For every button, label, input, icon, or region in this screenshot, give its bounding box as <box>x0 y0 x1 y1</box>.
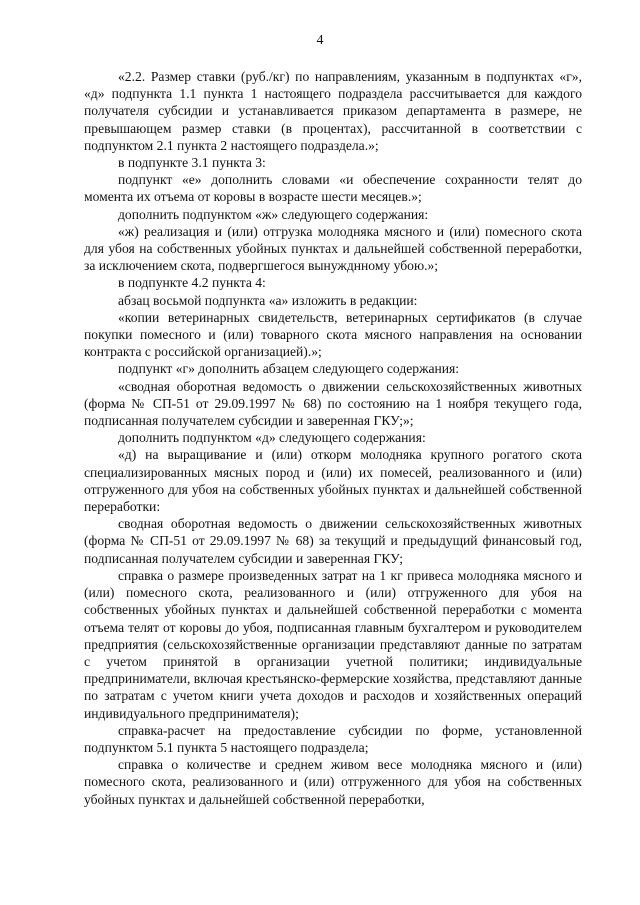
paragraph: подпункт «е» дополнить словами «и обеспечение сохранности телят до момента их отъема от коровы в возрасте шести месяцев.»; <box>84 172 582 205</box>
paragraph: «д) на выращивание и (или) откорм молодняка крупного рогатого скота специализированных мясных пород и (или) их помесей, реализованного и (или) отгруженного для убоя на собственных убойных пунктах и дальнейшей собственной переработки: <box>84 447 582 515</box>
paragraph: сводная оборотная ведомость о движении сельскохозяйственных животных (форма № СП-51 от 29.09.1997 № 68) за текущий и предыдущий финансовый год, подписанная получателем субсидии и заверенная ГКУ; <box>84 516 582 566</box>
page-number: 4 <box>316 33 324 48</box>
paragraph: подпункт «г» дополнить абзацем следующего содержания: <box>118 361 460 377</box>
paragraph: «сводная оборотная ведомость о движении сельскохозяйственных животных (форма № СП-51 от 29.09.1997 № 68) по состоянию на 1 ноября текущего года, подписанная получателем субсидии и заверенная ГКУ;»; <box>84 378 582 429</box>
paragraph: дополнить подпунктом «д» следующего содержания: <box>118 430 426 446</box>
paragraph: справка о количестве и среднем живом весе молодняка мясного и (или) помесного скота, реализованного и (или) отгруженного для убоя на собственных убойных пунктах и дальнейшей собственной переработки, <box>84 757 582 807</box>
document-body <box>84 68 582 808</box>
paragraph: справка о размере произведенных затрат на 1 кг привеса молодняка мясного и (или) помесного скота, реализованного и (или) отгруженного для убоя на собственных убойных пунктах и дальнейшей собственной переработки с момента отъема телят от коровы до убоя, подписанная главным бухгалтером и руководителем предприятия (сельскохозяйственные организации представляют данные по затратам с учетом принятой в организации учетной политики; индивидуальные предприниматели, включая крестьянско-фермерские хозяйства, представляют данные по затратам с учетом книги учета доходов и расходов и хозяйственных операций индивидуального предпринимателя); <box>84 567 582 721</box>
paragraph: абзац восьмой подпункта «а» изложить в редакции: <box>118 292 418 308</box>
paragraph: «2.2. Размер ставки (руб./кг) по направлениям, указанным в подпунктах «г», «д» подпункта 1.1 пункта 1 настоящего подраздела рассчитывается для каждого получателя субсидии и устанавливается приказом департамента в размере, не превышающем размер ставки (в процентах), рассчитанной в соответствии с подпунктом 2.1 пункта 2 настоящего подраздела.»; <box>84 69 582 153</box>
paragraph: в подпункте 4.2 пункта 4: <box>118 275 266 291</box>
paragraph: «копии ветеринарных свидетельств, ветеринарных сертификатов (в случае покупки помесного и (или) товарного скота мясного направления на основании контракта с российской организацией).»; <box>84 309 582 360</box>
paragraph: «ж) реализация и (или) отгрузка молодняка мясного и (или) помесного скота для убоя на собственных убойных пунктах и дальнейшей собственной переработки, за исключением скота, подвергшегося вынужднному убою.»; <box>84 223 582 274</box>
paragraph: дополнить подпунктом «ж» следующего содержания: <box>118 206 429 222</box>
paragraph: в подпункте 3.1 пункта 3: <box>118 155 266 171</box>
paragraph: справка-расчет на предоставление субсидии по форме, установленной подпунктом 5.1 пункта 5 настоящего подраздела; <box>84 722 582 755</box>
